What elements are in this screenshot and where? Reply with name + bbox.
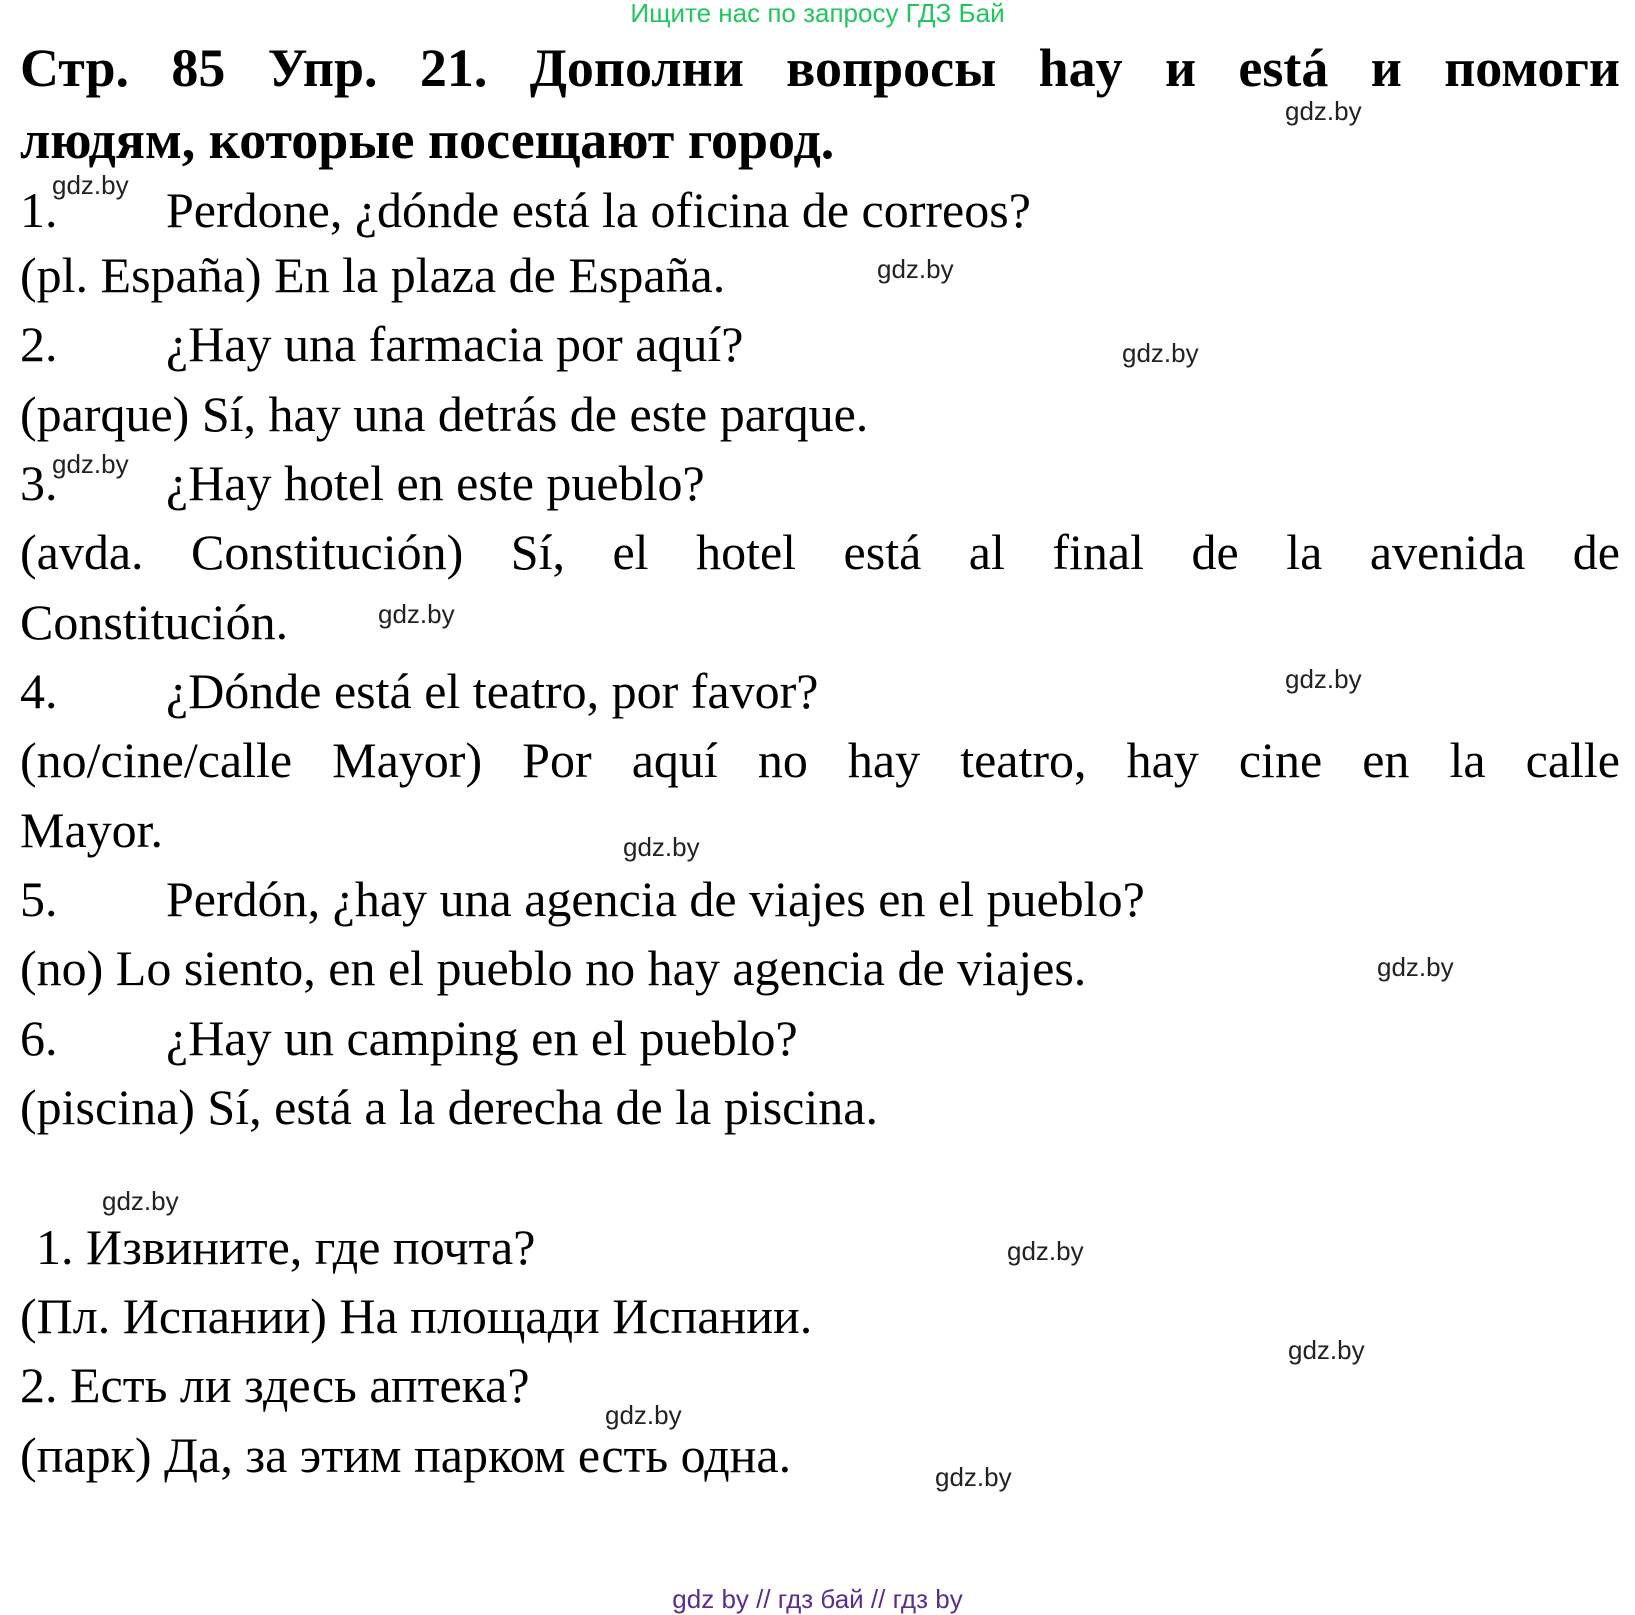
answer-4-continued: Mayor.	[20, 802, 164, 858]
watermark: gdz.by	[605, 1400, 682, 1430]
question-text: ¿Dónde está el teatro, por favor?	[166, 663, 819, 719]
exercise-title-continued: людям, которые посещают город.	[20, 110, 835, 170]
answer-1: (pl. España) En la plaza de España.	[20, 247, 726, 303]
watermark: gdz.by	[1377, 952, 1454, 982]
question-number: 4.	[20, 663, 58, 719]
answer-3: (avda. Constitución) Sí, el hotel está al final de la avenida de	[20, 524, 1620, 580]
watermark: gdz.by	[1122, 338, 1199, 368]
translation-line-4: (парк) Да, за этим парком есть одна.	[20, 1427, 792, 1483]
translation-line-1: 1. Извините, где почта?	[36, 1219, 536, 1275]
question-text: ¿Hay una farmacia por aquí?	[166, 316, 744, 372]
exercise-title: Стр. 85 Упр. 21. Дополни вопросы hay и está и помоги	[20, 38, 1620, 98]
answer-6: (piscina) Sí, está a la derecha de la piscina.	[20, 1079, 878, 1135]
question-number: 3.	[20, 455, 58, 511]
watermark: gdz.by	[52, 449, 129, 479]
search-hint-banner: Ищите нас по запросу ГДЗ Бай	[630, 0, 1005, 28]
question-text: ¿Hay hotel en este pueblo?	[166, 455, 705, 511]
watermark: gdz.by	[935, 1462, 1012, 1492]
question-number: 5.	[20, 871, 58, 927]
question-1	[20, 179, 1031, 241]
question-6	[20, 1007, 798, 1069]
watermark: gdz.by	[1007, 1236, 1084, 1266]
site-footer: gdz by // гдз бай // гдз by	[672, 1584, 963, 1614]
question-number: 1.	[20, 182, 58, 238]
question-text: ¿Hay un camping en el pueblo?	[166, 1010, 798, 1066]
answer-4: (no/cine/calle Mayor) Por aquí no hay teatro, hay cine en la calle	[20, 732, 1620, 788]
watermark: gdz.by	[52, 170, 129, 200]
watermark: gdz.by	[877, 254, 954, 284]
answer-5: (no) Lo siento, en el pueblo no hay agencia de viajes.	[20, 940, 1087, 996]
translation-line-2: (Пл. Испании) На площади Испании.	[20, 1288, 813, 1344]
watermark: gdz.by	[378, 599, 455, 629]
watermark: gdz.by	[623, 832, 700, 862]
question-text: Perdone, ¿dónde está la oficina de correos?	[166, 182, 1031, 238]
answer-3-continued: Constitución.	[20, 594, 289, 650]
question-2	[20, 313, 743, 375]
watermark: gdz.by	[1285, 96, 1362, 126]
question-text: Perdón, ¿hay una agencia de viajes en el pueblo?	[166, 871, 1145, 927]
translation-line-3: 2. Есть ли здесь аптека?	[20, 1357, 530, 1413]
watermark: gdz.by	[1285, 664, 1362, 694]
watermark: gdz.by	[102, 1186, 179, 1216]
question-4	[20, 660, 818, 722]
question-number: 2.	[20, 316, 58, 372]
question-number: 6.	[20, 1010, 58, 1066]
answer-2: (parque) Sí, hay una detrás de este parque.	[20, 386, 869, 442]
question-5	[20, 868, 1145, 930]
watermark: gdz.by	[1288, 1335, 1365, 1365]
